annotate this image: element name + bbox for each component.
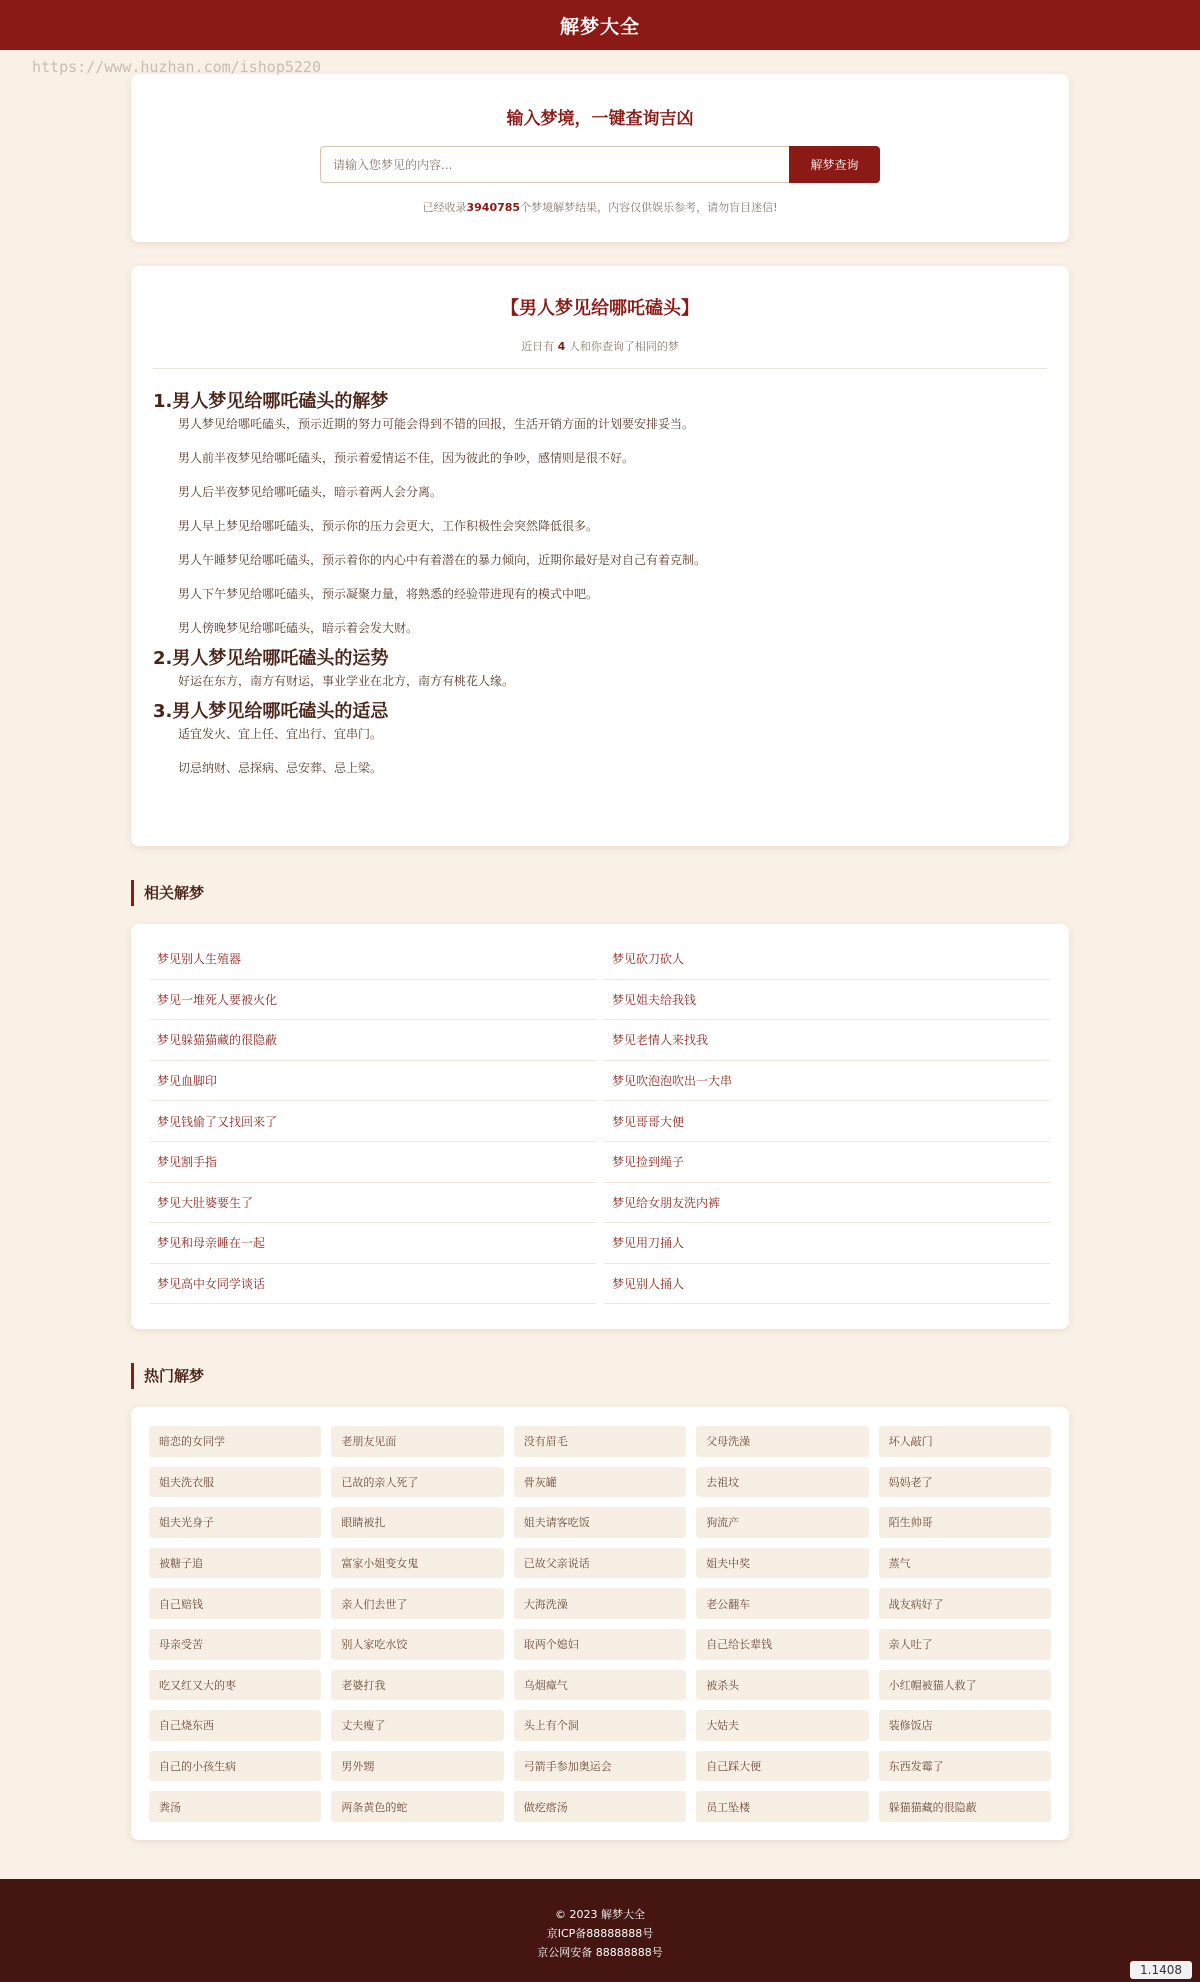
- search-input[interactable]: [320, 146, 789, 183]
- note-prefix: 已经收录: [422, 201, 467, 214]
- related-item[interactable]: 梦见别人生殖器: [149, 939, 596, 980]
- search-card: [131, 74, 1069, 242]
- related-item[interactable]: 梦见吹泡泡吹出一大串: [604, 1061, 1051, 1102]
- hot-item[interactable]: 乌烟瘴气: [514, 1670, 686, 1701]
- related-item[interactable]: 梦见哥哥大便: [604, 1101, 1051, 1142]
- hot-item[interactable]: 自己赔钱: [149, 1588, 321, 1619]
- hot-item[interactable]: 员工坠楼: [696, 1791, 868, 1822]
- hot-item[interactable]: 大海洗澡: [514, 1588, 686, 1619]
- related-item[interactable]: 梦见钱偷了又找回来了: [149, 1101, 596, 1142]
- top-header: [0, 0, 1200, 50]
- section-paragraph: 男人下午梦见给哪吒磕头，预示凝聚力量，将熟悉的经验带进现有的模式中吧。: [178, 587, 599, 601]
- related-item[interactable]: 梦见用刀捅人: [604, 1223, 1051, 1264]
- hot-card: [131, 1407, 1069, 1840]
- hot-list: [149, 1426, 1051, 1822]
- related-item[interactable]: 梦见老情人来找我: [604, 1020, 1051, 1061]
- hot-item[interactable]: 骨灰罐: [514, 1467, 686, 1498]
- related-item[interactable]: 梦见砍刀砍人: [604, 939, 1051, 980]
- hot-item[interactable]: 亲人吐了: [879, 1629, 1051, 1660]
- section-paragraph: 适宜发火、宜上任、宜出行、宜串门。: [178, 727, 383, 741]
- hot-item[interactable]: 母亲受苦: [149, 1629, 321, 1660]
- hot-item[interactable]: 吃又红又大的枣: [149, 1670, 321, 1701]
- hot-item[interactable]: 没有眉毛: [514, 1426, 686, 1457]
- hot-item[interactable]: 别人家吃水饺: [331, 1629, 503, 1660]
- hot-item[interactable]: 被糖子追: [149, 1548, 321, 1579]
- related-item[interactable]: 梦见血脚印: [149, 1061, 596, 1102]
- section-paragraph: 男人前半夜梦见给哪吒磕头，预示着爱情运不佳，因为彼此的争吵，感情则是很不好。: [178, 451, 635, 465]
- related-item[interactable]: 梦见别人捅人: [604, 1264, 1051, 1305]
- section-paragraph: 好运在东方，南方有财运，事业学业在北方，南方有桃花人缘。: [178, 674, 515, 688]
- footer: [0, 1879, 1200, 1982]
- hot-item[interactable]: 粪汤: [149, 1791, 321, 1822]
- section-title: 1.男人梦见给哪吒磕头的解梦: [153, 391, 389, 412]
- hot-item[interactable]: 老朋友见面: [331, 1426, 503, 1457]
- related-item[interactable]: 梦见给女朋友洗内裤: [604, 1183, 1051, 1224]
- hot-item[interactable]: 自己烧东西: [149, 1710, 321, 1741]
- section-paragraph: 男人午睡梦见给哪吒磕头，预示着你的内心中有着潜在的暴力倾向，近期你最好是对自己有着克制。: [178, 553, 707, 567]
- related-item[interactable]: 梦见捡到绳子: [604, 1142, 1051, 1183]
- hot-item[interactable]: 弓箭手参加奥运会: [514, 1751, 686, 1782]
- hot-item[interactable]: 自己的小孩生病: [149, 1751, 321, 1782]
- hot-heading: 热门解梦: [131, 1363, 1069, 1389]
- hot-item[interactable]: 丈夫瘦了: [331, 1710, 503, 1741]
- main-container: [131, 74, 1069, 1840]
- note-suffix: 个梦境解梦结果，内容仅供娱乐参考，请勿盲目迷信!: [520, 201, 778, 214]
- hot-item[interactable]: 父母洗澡: [696, 1426, 868, 1457]
- hot-item[interactable]: 陌生帅哥: [879, 1507, 1051, 1538]
- hot-item[interactable]: 妈妈老了: [879, 1467, 1051, 1498]
- hot-item[interactable]: 眼睛被扎: [331, 1507, 503, 1538]
- footer-icp-link[interactable]: 京ICP备88888888号: [546, 1927, 654, 1940]
- section-paragraph: 男人梦见给哪吒磕头，预示近期的努力可能会得到不错的回报，生活开销方面的计划要安排妥当。: [178, 417, 695, 431]
- hot-item[interactable]: 已故的亲人死了: [331, 1467, 503, 1498]
- hot-item[interactable]: 自己给长辈钱: [696, 1629, 868, 1660]
- hot-item[interactable]: 做疙瘩汤: [514, 1791, 686, 1822]
- related-item[interactable]: 梦见高中女同学谈话: [149, 1264, 596, 1305]
- related-item[interactable]: 梦见和母亲睡在一起: [149, 1223, 596, 1264]
- hot-item[interactable]: 东西发霉了: [879, 1751, 1051, 1782]
- article-title: 【男人梦见给哪吒磕头】: [501, 298, 699, 319]
- hot-item[interactable]: 大姑夫: [696, 1710, 868, 1741]
- hot-item[interactable]: 老婆打我: [331, 1670, 503, 1701]
- hot-item[interactable]: 头上有个洞: [514, 1710, 686, 1741]
- meta-count: 4: [557, 340, 566, 353]
- search-note: [131, 199, 1069, 215]
- section-paragraph: 男人早上梦见给哪吒磕头，预示你的压力会更大，工作积极性会突然降低很多。: [178, 519, 599, 533]
- related-item[interactable]: 梦见割手指: [149, 1142, 596, 1183]
- hot-item[interactable]: 装修饭店: [879, 1710, 1051, 1741]
- meta-prefix: 近日有: [521, 340, 555, 353]
- hot-item[interactable]: 暗恋的女同学: [149, 1426, 321, 1457]
- hot-item[interactable]: 被杀头: [696, 1670, 868, 1701]
- article-meta: [153, 338, 1047, 369]
- article-card: [131, 266, 1069, 846]
- site-title[interactable]: 解梦大全: [559, 15, 640, 38]
- hot-item[interactable]: 蒸气: [879, 1548, 1051, 1579]
- related-item[interactable]: 梦见姐夫给我钱: [604, 980, 1051, 1021]
- related-heading: 相关解梦: [131, 880, 1069, 906]
- related-item[interactable]: 梦见躲猫猫藏的很隐蔽: [149, 1020, 596, 1061]
- hot-item[interactable]: 姐夫洗衣服: [149, 1467, 321, 1498]
- search-form: [320, 146, 880, 183]
- hot-item[interactable]: 两条黄色的蛇: [331, 1791, 503, 1822]
- hot-item[interactable]: 小红帽被猫人救了: [879, 1670, 1051, 1701]
- hot-item[interactable]: 去祖坟: [696, 1467, 868, 1498]
- hot-item[interactable]: 姐夫请客吃饭: [514, 1507, 686, 1538]
- related-card: [131, 924, 1069, 1329]
- hot-item[interactable]: 男外甥: [331, 1751, 503, 1782]
- meta-suffix: 人和你查询了相同的梦: [568, 340, 679, 353]
- hot-item[interactable]: 躲猫猫藏的很隐蔽: [879, 1791, 1051, 1822]
- hot-item[interactable]: 已故父亲说话: [514, 1548, 686, 1579]
- hot-item[interactable]: 坏人敲门: [879, 1426, 1051, 1457]
- section-paragraph: 切忌纳财、忌探病、忌安葬、忌上梁。: [178, 761, 383, 775]
- section-paragraph: 男人后半夜梦见给哪吒磕头，暗示着两人会分离。: [178, 485, 443, 499]
- hot-item[interactable]: 狗流产: [696, 1507, 868, 1538]
- hot-item[interactable]: 战友病好了: [879, 1588, 1051, 1619]
- hot-item[interactable]: 自己踩大便: [696, 1751, 868, 1782]
- hot-item[interactable]: 取两个媳妇: [514, 1629, 686, 1660]
- footer-copyright: © 2023 解梦大全: [555, 1908, 645, 1921]
- related-item[interactable]: 梦见大肚婆要生了: [149, 1183, 596, 1224]
- hot-item[interactable]: 亲人们去世了: [331, 1588, 503, 1619]
- section-title: 2.男人梦见给哪吒磕头的运势: [153, 648, 389, 669]
- section-title: 3.男人梦见给哪吒磕头的适忌: [153, 701, 389, 722]
- search-title: 输入梦境，一键查询吉凶: [506, 109, 694, 129]
- hot-item[interactable]: 富家小姐变女鬼: [331, 1548, 503, 1579]
- footer-police-link[interactable]: 京公网安备 88888888号: [537, 1946, 663, 1959]
- search-button[interactable]: 解梦查询: [789, 146, 880, 183]
- related-item[interactable]: 梦见一堆死人要被火化: [149, 980, 596, 1021]
- hot-item[interactable]: 老公翻车: [696, 1588, 868, 1619]
- version-badge: 1.1408: [1130, 1961, 1192, 1979]
- hot-item[interactable]: 姐夫光身子: [149, 1507, 321, 1538]
- watermark-url: https://www.huzhan.com/ishop5220: [32, 58, 321, 76]
- section-paragraph: 男人傍晚梦见给哪吒磕头，暗示着会发大财。: [178, 621, 419, 635]
- hot-item[interactable]: 姐夫中奖: [696, 1548, 868, 1579]
- related-list: [149, 939, 1051, 1304]
- record-count: 3940785: [466, 201, 521, 214]
